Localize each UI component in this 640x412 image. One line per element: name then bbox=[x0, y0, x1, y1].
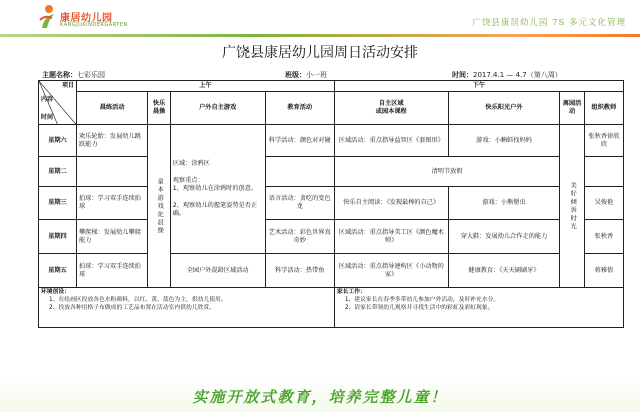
sunshine-cell: 穿大鞋：发展幼儿合作走的能力 bbox=[448, 220, 560, 254]
holiday-cell: 清明节放假 bbox=[334, 157, 560, 187]
day-cell: 星期三 bbox=[39, 187, 77, 220]
logo-text: 康居幼儿园 bbox=[60, 13, 113, 24]
page-title: 广饶县康居幼儿园周日活动安排 bbox=[222, 45, 418, 61]
teacher-cell: 张秋香徐欣欣 bbox=[584, 125, 623, 157]
teaching-cell: 科学活动：热带鱼 bbox=[265, 254, 334, 288]
teacher-cell: 张秋香 bbox=[584, 220, 623, 254]
schedule-table bbox=[38, 80, 624, 328]
meta-theme bbox=[42, 70, 105, 80]
col-outdoor: 户外自主游戏 bbox=[170, 92, 265, 125]
corner-project: 项目 bbox=[61, 82, 74, 89]
col-free-zone: 自主区域 或园本课程 bbox=[334, 92, 448, 125]
free-zone-cell: 区域活动：重点指导美工区《颜色魔术师》 bbox=[334, 220, 448, 254]
corner-content: 内容 bbox=[41, 96, 54, 103]
day-cell: 星期四 bbox=[39, 220, 77, 254]
teacher-cell bbox=[584, 157, 623, 187]
day-cell: 星期五 bbox=[39, 254, 77, 288]
footer-slogan: 实施开放式教育，培养完整儿童！ bbox=[192, 388, 448, 406]
corner-time: 时间 bbox=[41, 114, 54, 122]
outdoor-merged-cell: 区域：涂鸦区 观察重点： 1、观察幼儿在涂鸦时的创意。 2、观察幼儿的握笔姿势是否正确。 bbox=[170, 125, 265, 254]
header-am: 上午 bbox=[76, 81, 334, 92]
sunshine-cell: 游戏：小蝌蚪找妈妈 bbox=[448, 125, 560, 157]
meta-time bbox=[452, 70, 562, 80]
kindergarten-logo-icon bbox=[38, 4, 58, 30]
teaching-cell: 艺术活动：彩色世界真奇妙 bbox=[265, 220, 334, 254]
environment-box bbox=[39, 288, 335, 328]
environment-item: 1、在绘画区投放各色水粉颜料，以红、黄、蓝色为主，供幼儿使用。 bbox=[49, 297, 227, 304]
park-merged-cell bbox=[560, 125, 585, 288]
day-cell: 星期六 bbox=[39, 125, 77, 157]
col-sunshine: 快乐阳光户外 bbox=[448, 92, 560, 125]
morning-cell bbox=[76, 157, 147, 187]
morning-cell: 拍球：学习双手连续拍球 bbox=[76, 254, 147, 288]
environment-label: 环境创设： bbox=[41, 289, 70, 296]
col-park: 离园活动 bbox=[560, 92, 585, 125]
teacher-cell: 蒋雅倩 bbox=[584, 254, 623, 288]
outdoor-cell: 全园户外混龄区域活动 bbox=[170, 254, 265, 288]
meta-theme-value: 七彩乐园 bbox=[77, 71, 105, 79]
table-corner-cell bbox=[39, 81, 77, 125]
meta-class bbox=[285, 70, 327, 80]
teaching-cell bbox=[265, 157, 334, 187]
morning-cell: 欢乐轮胎：发展幼儿跳跃能力 bbox=[76, 125, 147, 157]
teacher-cell: 吴俊艳 bbox=[584, 187, 623, 220]
happy-morning-merged-cell bbox=[148, 125, 170, 288]
teaching-cell: 语言活动：贪吃的变色龙 bbox=[265, 187, 334, 220]
meta-class-label: 班级： bbox=[285, 71, 306, 79]
col-teacher: 组织教师 bbox=[584, 92, 623, 125]
sunshine-cell: 游戏：小熊掰虫 bbox=[448, 187, 560, 220]
header-divider bbox=[0, 34, 640, 37]
parent-label: 家长工作： bbox=[336, 289, 366, 296]
parent-box bbox=[334, 288, 623, 328]
free-zone-cell: 区域活动：重点指导建构区《小动物的家》 bbox=[334, 254, 448, 288]
environment-item: 2、投放各种用格子布做成的工艺品布置在活动室内供幼儿欣赏。 bbox=[49, 304, 216, 311]
free-zone-cell: 快乐自主阅读：《发现最棒的自己》 bbox=[334, 187, 448, 220]
sunshine-cell: 健康教育：《天天刷刷牙》 bbox=[448, 254, 560, 288]
header-right-title: 广饶县康居幼儿园 7S 多元文化管理 bbox=[472, 18, 626, 28]
morning-cell: 拍球：学习双手连续拍球 bbox=[76, 187, 147, 220]
meta-time-label: 时间： bbox=[452, 71, 473, 79]
teaching-cell: 科学活动：颜色对对碰 bbox=[265, 125, 334, 157]
col-happy-morning: 快乐晨操 bbox=[148, 92, 170, 125]
park-text: 美好倾诉时光 bbox=[569, 181, 577, 231]
col-morning: 晨练活动 bbox=[76, 92, 147, 125]
meta-class-value: 小一班 bbox=[306, 71, 327, 79]
meta-theme-label: 主题名称： bbox=[42, 71, 77, 79]
header-pm: 下午 bbox=[334, 81, 623, 92]
parent-item: 2、请家长带领幼儿观察并寻找生活中的彩虹及彩虹现象。 bbox=[344, 304, 494, 311]
col-teaching: 教育活动 bbox=[265, 92, 334, 125]
parent-item: 1、建议家长在春季多带幼儿参加户外活动，及时补充水分。 bbox=[344, 297, 500, 304]
free-zone-cell: 区域活动：重点指导益智区《套图形》 bbox=[334, 125, 448, 157]
meta-time-value: 2017.4.1 — 4.7（第八周） bbox=[473, 71, 562, 79]
day-cell: 星期二 bbox=[39, 157, 77, 187]
logo-subtext: KANGJUKINDERGARTEN bbox=[60, 22, 128, 28]
happy-morning-text: 童本游戏化晨操 bbox=[156, 177, 164, 236]
morning-cell: 攀爬梯：发展幼儿攀爬能力 bbox=[76, 220, 147, 254]
